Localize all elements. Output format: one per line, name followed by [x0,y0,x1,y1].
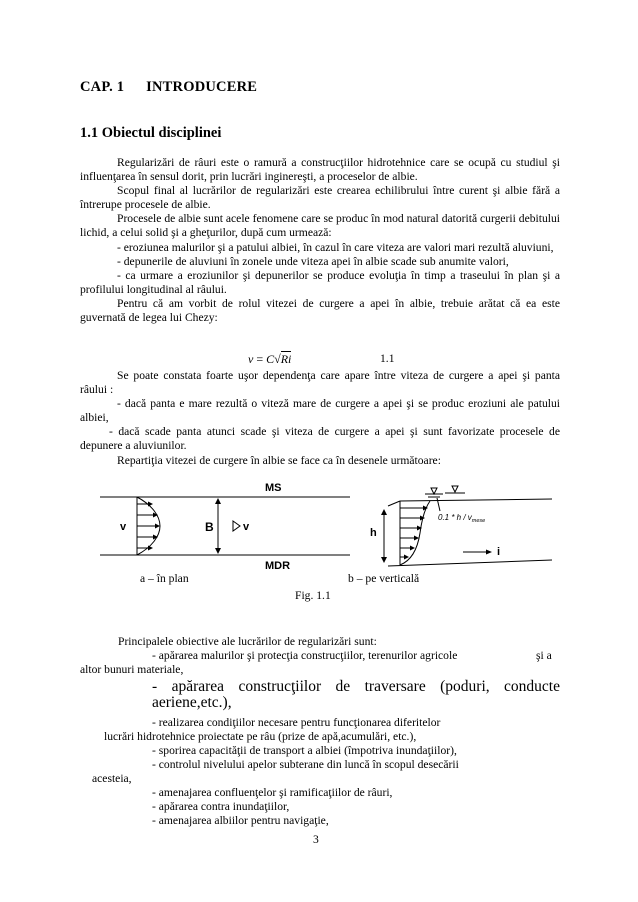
objective-2-cont: aeriene,etc.), [152,694,232,711]
annotation-leader [437,498,440,511]
equation-lhs: v [248,352,254,366]
objective-3-cont: lucrări hidrotehnice proiectate pe râu (prize de apă,acumulări, etc.), [104,730,417,743]
vert-arrow-head-6 [404,555,409,560]
paragraph-6: Repartiţia vitezei de curgere în albie se face ca în desenele următoare: [117,453,441,467]
vert-arrow-head-5 [410,546,415,551]
chezy-equation [248,352,291,367]
label-v-right: v [243,521,250,533]
body-text-top [80,156,560,325]
depth-arrow-bottom [381,557,387,563]
width-arrow-bottom [215,548,221,554]
paragraph-1: Regularizări de râuri este o ramură a construcţiilor hidrotehnice care se ocupă cu studiul şi influenţarea în sensul dorit, prin lucrări inginereşti, a proceselor de albie. [80,156,560,184]
objective-5: - controlul nivelului apelor subterane din luncă în scopul desecării [152,758,459,771]
depth-arrow-top [381,509,387,515]
label-ms: MS [265,482,282,494]
plan-view-diagram [100,482,350,572]
paragraph-3c: - ca urmare a eroziunilor şi depunerilor se produce evoluţia în timp a traseului în plan şi a profilului longitudinal al râului. [80,268,560,296]
objective-2: - apărarea construcţiilor de traversare (poduri, conducte [152,678,560,695]
paragraph-5: Se poate constata foarte uşor dependenţa care apare între viteza de curgere a apei şi panta râului : [80,369,560,397]
caption-vertical: b – pe verticală [348,572,420,585]
objective-8: - amenajarea albiilor pentru navigaţie, [152,814,329,827]
objective-1: - apărarea malurilor şi protecţia construcţiilor, terenurilor agricole [152,649,458,662]
label-h: h [370,527,377,539]
plan-arrow-head-5 [148,546,153,551]
label-v-left: v [120,521,127,533]
paragraph-3b: - depunerile de aluviuni în zonele unde viteza apei în albie scade sub anumite valori, [117,254,509,268]
plan-arrow-head-3 [155,524,160,529]
water-surface [400,499,552,501]
label-b: B [205,520,214,534]
water-surface-left [388,501,400,506]
channel-bed [388,560,552,566]
figure-label: Fig. 1.1 [295,589,331,602]
section-heading: 1.1 Obiectul disciplinei [80,125,222,141]
flow-direction-icon [233,521,240,531]
objective-1-cont: altor bunuri materiale, [80,663,184,676]
paragraph-2: Scopul final al lucrărilor de regularizări este crearea echilibrului între curent şi albie fără a întrerupe procesele de albie. [80,184,560,212]
equation-equals: = [256,352,264,366]
water-level-icon-2 [452,486,458,492]
objective-3: - realizarea condiţiilor necesare pentru funcţionarea diferitelor [152,716,441,729]
equation-c: C [266,352,275,366]
paragraph-3a: - eroziunea malurilor şi a patului albiei, în cazul în care viteza are valori mari rezultă aluviuni, [117,240,554,254]
objective-7: - apărarea contra inundaţiilor, [152,800,290,813]
paragraph-4: Pentru că am vorbit de rolul vitezei de curgere a apei în albie, trebuie arătat că ea este guvernată de legea lui Chezy: [80,296,560,325]
objective-4: - sporirea capacităţii de transport a albiei (împotriva inundaţiilor), [152,744,457,757]
label-mdr: MDR [265,560,291,572]
label-annotation: 0.1 * h / $v_{mese}$ [438,513,486,524]
caption-plan: a – în plan [140,572,189,585]
objectives-intro: Principalele obiective ale lucrărilor de regularizări sunt: [118,635,377,648]
page-number: 3 [313,833,319,846]
paragraph-3: Procesele de albie sunt acele fenomene care se produc în mod natural datorită curgerii debitului lichid, a celui solid şi a gheţurilor, după cum urmează: [80,212,560,240]
sqrt-icon: √ [274,352,281,366]
figure-velocity-distribution [80,478,560,572]
width-arrow-top [215,498,221,504]
label-i: i [497,546,501,558]
water-level-icon-1 [431,488,437,494]
objective-5-cont: acesteia, [92,772,132,785]
vertical-section-diagram [370,486,552,566]
chapter-title: INTRODUCERE [146,79,258,95]
objective-1-end: şi a [536,649,552,662]
chapter-heading [80,79,257,96]
body-text-middle [80,369,560,468]
paragraph-5b: - dacă scade panta atunci scade şi viteza de curgere a apei şi sunt favorizate procesele de depunere a aluviunilor. [80,425,560,453]
plan-arrow-head-1 [148,502,153,507]
chapter-number: CAP. 1 [80,79,125,95]
objective-6: - amenajarea confluenţelor şi ramificaţiilor de râuri, [152,786,393,799]
slope-arrow-head [486,550,492,555]
paragraph-5a: - dacă panta e mare rezultă o viteză mare de curgere a apei şi se produc eroziuni ale patului albiei, [80,397,560,425]
equation-radicand: Ri [280,352,292,366]
equation-number: 1.1 [380,352,395,365]
